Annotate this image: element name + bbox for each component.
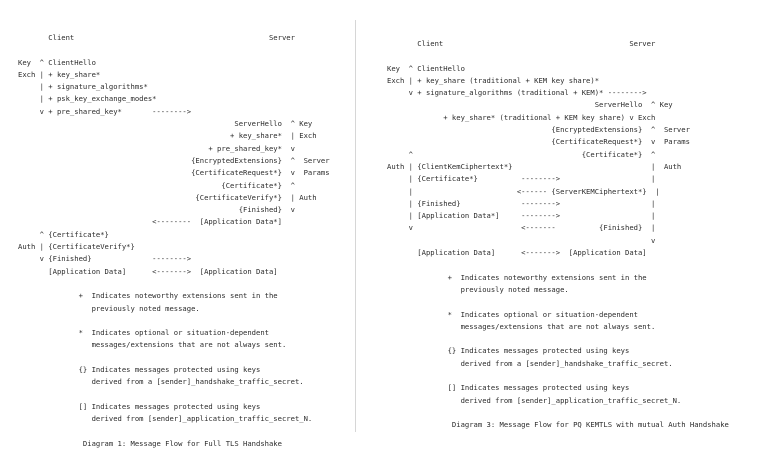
client-hello-row: Key ^ ClientHello <box>18 57 96 67</box>
app-data-exchange-row: [Application Data] <-------> [Application Data] <box>18 266 278 276</box>
legend-plus-row: + Indicates noteworthy extensions sent in the <box>18 291 278 301</box>
pre-shared-key-row: v + pre_shared_key* --------> <box>18 106 192 116</box>
server-hello-row: ServerHello ^ Key <box>387 100 673 110</box>
blank-row <box>387 50 729 62</box>
legend-plus-row: + Indicates noteworthy extensions sent in the <box>387 272 647 282</box>
legend-brackets-row: [] Indicates messages protected using keys <box>387 383 630 393</box>
blank-row <box>387 407 729 419</box>
signature-algorithms-row: v + signature_algorithms (traditional + KEM)* --------> <box>387 88 647 98</box>
psk-modes-row: | + psk_key_exchange_modes* <box>18 94 157 104</box>
blank-row <box>18 315 330 327</box>
server-finished-row: v <------- {Finished} | <box>387 223 656 233</box>
server-certificate-verify-row: {CertificateVerify*} | Auth <box>18 192 317 202</box>
blank-row <box>18 44 330 56</box>
legend-braces-row-2: derived from a [sender]_handshake_traffic_secret. <box>18 377 304 387</box>
client-certificate-verify-row: Auth | {CertificateVerify*} <box>18 242 135 252</box>
client-hello-row: Key ^ ClientHello <box>387 63 465 73</box>
encrypted-extensions-row: {EncryptedExtensions} ^ Server <box>387 125 690 135</box>
key-share-row: Exch | + key_share* <box>18 69 101 79</box>
server-certificate-row: {Certificate*} ^ <box>18 180 295 190</box>
server-app-data-row: <-------- [Application Data*] <box>18 217 282 227</box>
legend-brackets-row-2: derived from [sender]_application_traffic_secret_N. <box>18 414 313 424</box>
legend-asterisk-row: * Indicates optional or situation-dependent <box>387 309 638 319</box>
client-certificate-row: | {Certificate*} --------> | <box>387 174 656 184</box>
diagram-caption: Diagram 1: Message Flow for Full TLS Handshake <box>18 438 282 448</box>
blank-row <box>18 278 330 290</box>
signature-algorithms-row: | + signature_algorithms* <box>18 82 148 92</box>
client-certificate-row: ^ {Certificate*} <box>18 229 109 239</box>
server-psk-row: + pre_shared_key* v <box>18 143 295 153</box>
client-app-data-row: | [Application Data*] --------> | <box>387 211 656 221</box>
server-auth-end-row: v <box>387 235 656 245</box>
certificate-request-row: {CertificateRequest*} v Params <box>387 137 690 147</box>
diagram-caption: Diagram 3: Message Flow for PQ KEMTLS with mutual Auth Handshake <box>387 420 729 430</box>
legend-plus-row-2: previously noted message. <box>18 303 200 313</box>
server-finished-row: {Finished} v <box>18 205 295 215</box>
diagram-1-text <box>18 32 330 450</box>
legend-braces-row-2: derived from a [sender]_handshake_traffic_secret. <box>387 358 673 368</box>
server-key-share-row: + key_share* (traditional + KEM key share) v Exch <box>387 112 656 122</box>
client-kem-ciphertext-row: Auth | {ClientKemCiphertext*} | Auth <box>387 161 682 171</box>
client-finished-row: v {Finished} --------> <box>18 254 192 264</box>
legend-asterisk-row: * Indicates optional or situation-dependent <box>18 328 269 338</box>
key-share-row: Exch | + key_share (traditional + KEM key share)* <box>387 75 600 85</box>
header-row: Client Server <box>18 33 295 42</box>
blank-row <box>18 389 330 401</box>
blank-row <box>387 333 729 345</box>
server-hello-row: ServerHello ^ Key <box>18 119 313 129</box>
diagram-3-text <box>387 38 729 432</box>
legend-brackets-row-2: derived from [sender]_application_traffic_secret_N. <box>387 395 682 405</box>
legend-brackets-row: [] Indicates messages protected using keys <box>18 401 261 411</box>
blank-row <box>387 296 729 308</box>
blank-row <box>18 426 330 438</box>
app-data-exchange-row: [Application Data] <-------> [Application Data] <box>387 248 647 258</box>
diagram-3-pq-kemtls-handshake <box>387 38 729 432</box>
blank-row <box>18 352 330 364</box>
blank-row <box>387 259 729 271</box>
server-kem-ciphertext-row: | <------ {ServerKEMCiphertext*} | <box>387 186 660 196</box>
legend-asterisk-row-2: messages/extensions that are not always sent. <box>387 321 656 331</box>
server-key-share-row: + key_share* | Exch <box>18 131 317 141</box>
legend-braces-row: {} Indicates messages protected using keys <box>387 346 630 356</box>
client-finished-row: | {Finished} --------> | <box>387 198 656 208</box>
legend-plus-row-2: previously noted message. <box>387 284 569 294</box>
server-certificate-row: ^ {Certificate*} ^ <box>387 149 656 159</box>
diagram-1-full-tls-handshake <box>18 32 330 450</box>
certificate-request-row: {CertificateRequest*} v Params <box>18 168 330 178</box>
header-row: Client Server <box>387 39 656 48</box>
legend-asterisk-row-2: messages/extensions that are not always sent. <box>18 340 287 350</box>
encrypted-extensions-row: {EncryptedExtensions} ^ Server <box>18 155 330 165</box>
panel-divider <box>355 20 356 432</box>
legend-braces-row: {} Indicates messages protected using keys <box>18 365 261 375</box>
blank-row <box>387 370 729 382</box>
